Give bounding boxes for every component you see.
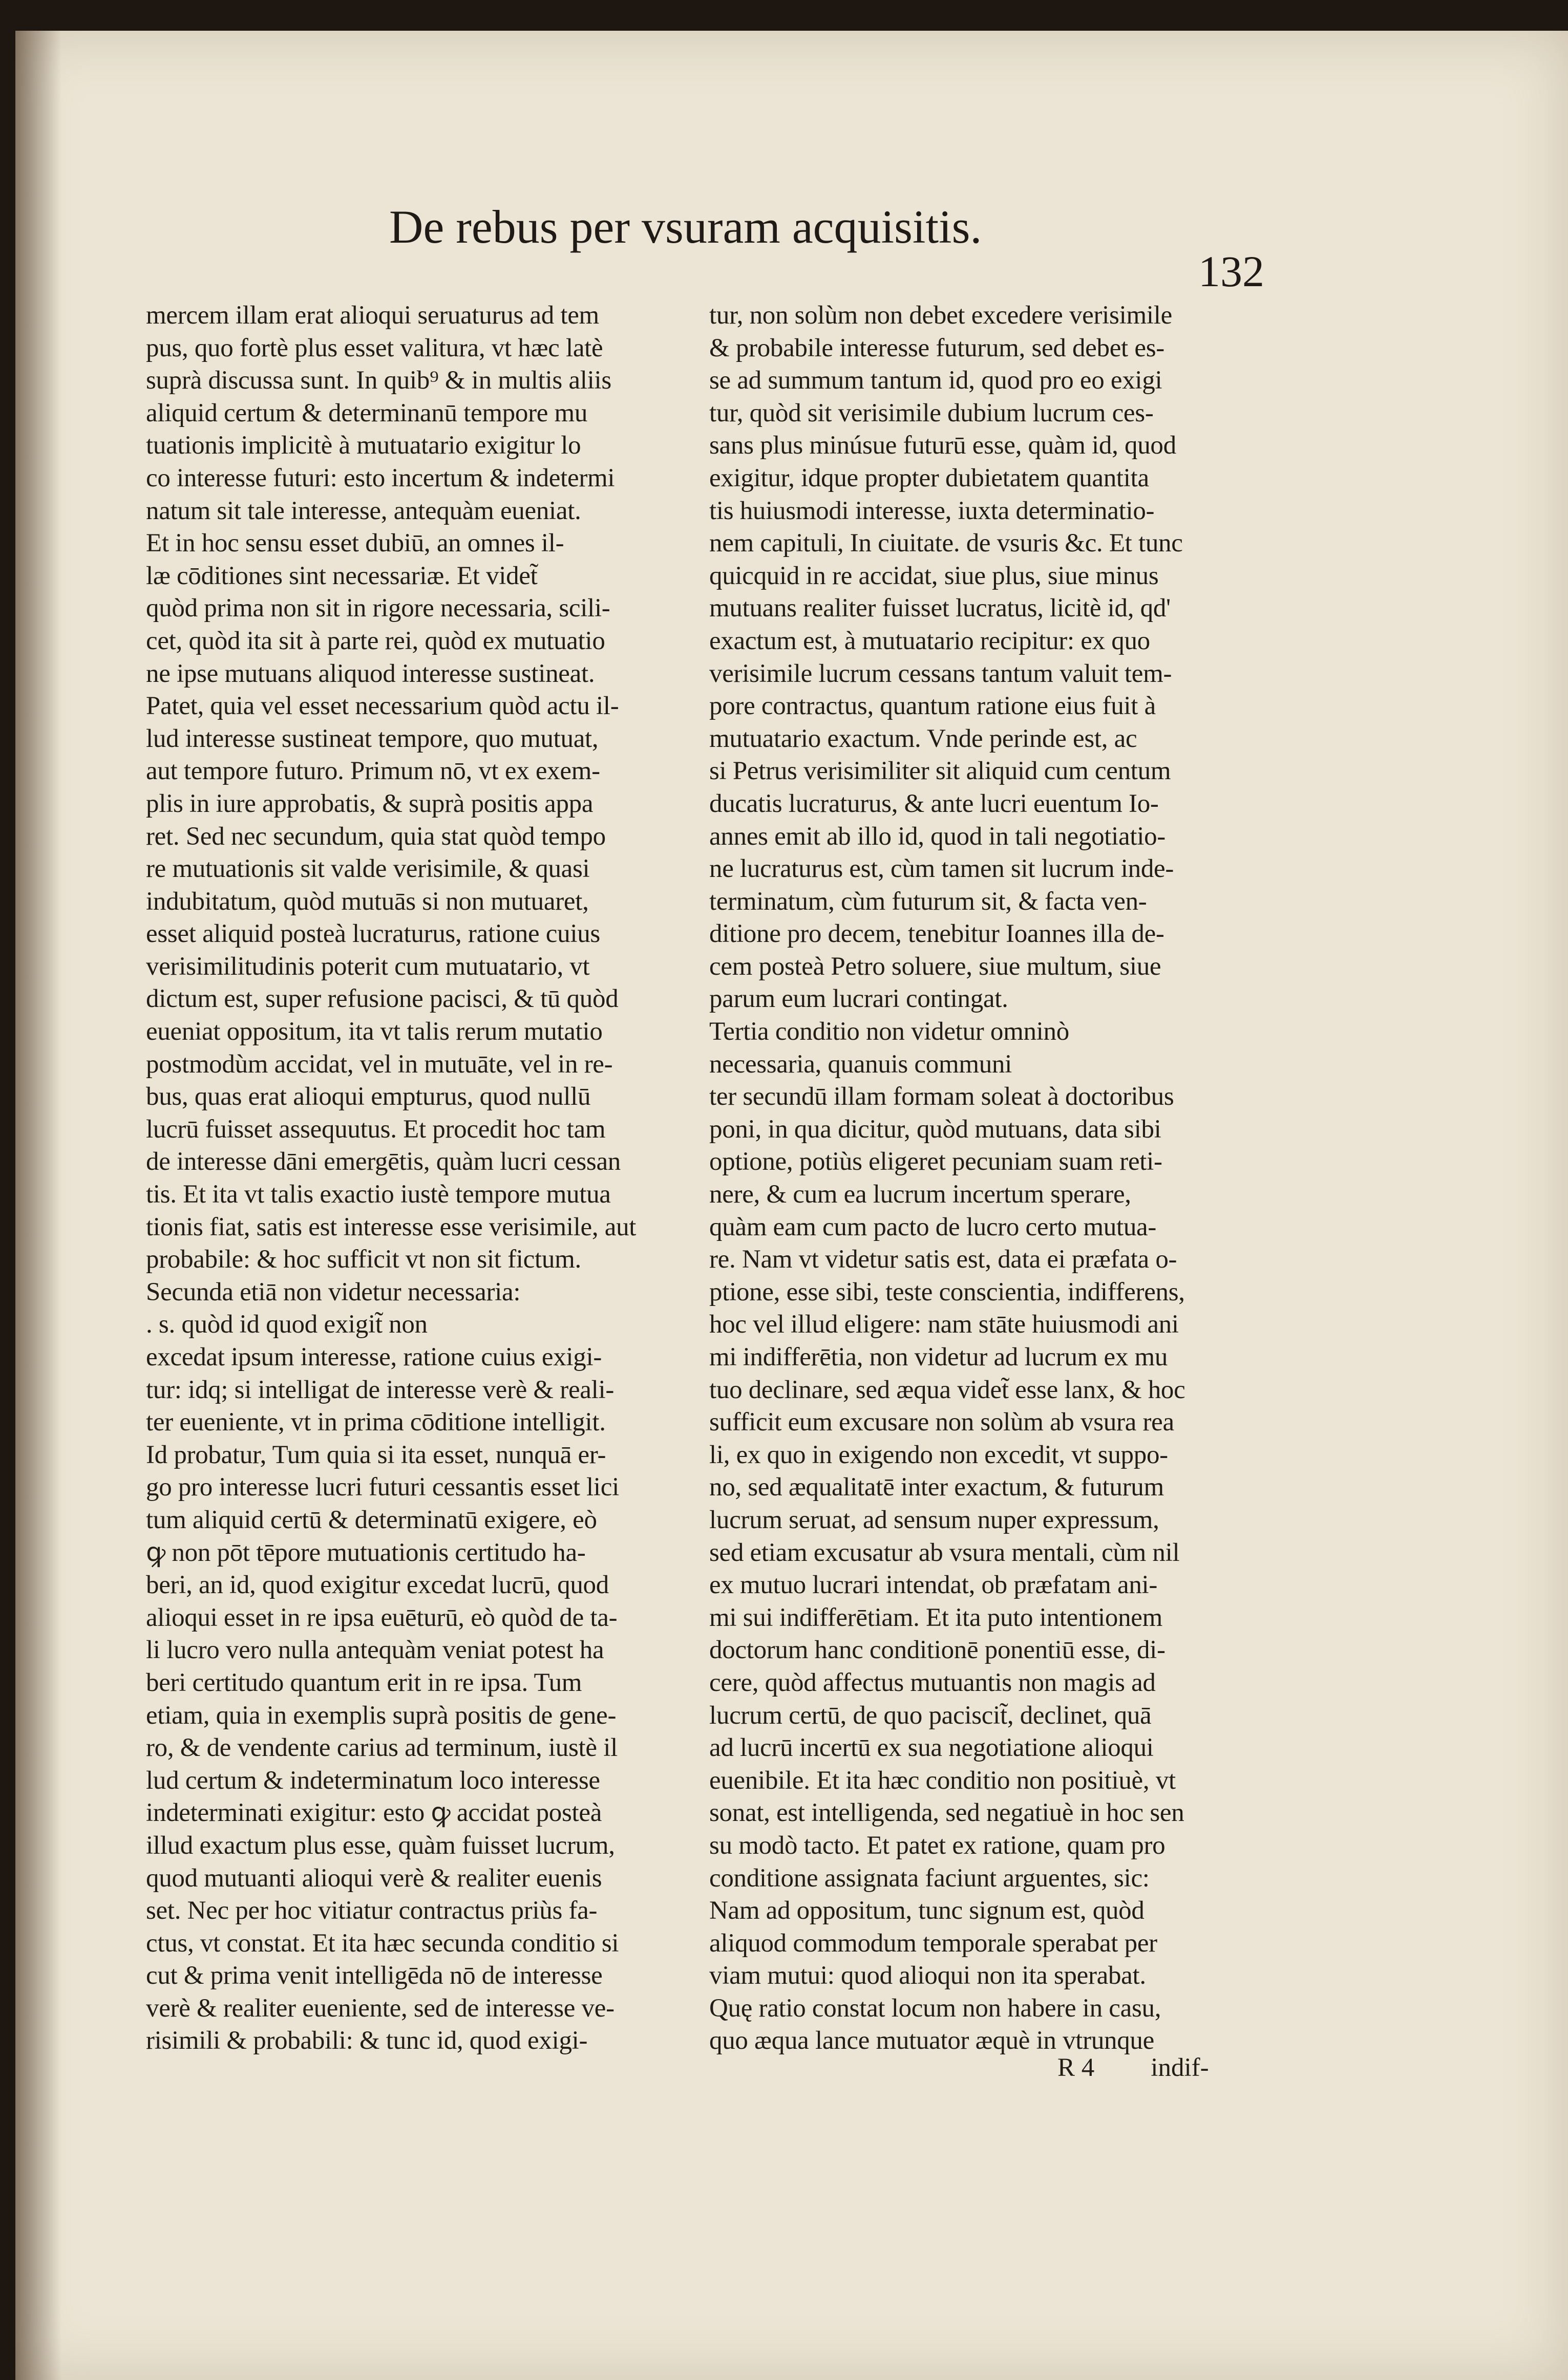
signature-mark: R 4 xyxy=(1057,2053,1095,2082)
text-line: annes emit ab illo id, quod in tali negotiatio- xyxy=(709,822,1166,851)
text-line: quàm eam cum pacto de lucro certo mutua- xyxy=(709,1212,1157,1241)
text-line: exactum est, à mutuatario recipitur: ex quo xyxy=(709,626,1150,655)
text-line: mi indifferētia, non videtur ad lucrum ex mu xyxy=(709,1343,1168,1371)
text-line: hoc vel illud eligere: nam stāte huiusmodi ani xyxy=(709,1310,1179,1339)
binding-shadow xyxy=(15,31,61,2380)
text-line: pore contractus, quantum ratione eius fuit à xyxy=(709,692,1156,721)
text-line: sufficit eum excusare non solùm ab vsura rea xyxy=(709,1408,1174,1437)
text-line: indeterminati exigitur: esto ꝙ accidat posteà xyxy=(146,1798,602,1828)
text-line: & probabile interesse futurum, sed debet es- xyxy=(709,333,1164,362)
text-line: aliquod commodum temporale sperabat per xyxy=(709,1928,1157,1958)
text-line: aliquid certum & determinanū tempore mu xyxy=(146,398,588,427)
text-line: ter eueniente, vt in prima cōditione intelligit. xyxy=(146,1408,606,1437)
text-line: ro, & de vendente carius ad terminum, iustè il xyxy=(146,1733,618,1763)
text-line: quod mutuanti alioqui verè & realiter euenis xyxy=(146,1863,602,1893)
text-line: doctorum hanc conditionē ponentiū esse, di- xyxy=(709,1636,1166,1665)
text-line: necessaria, quanuis communi xyxy=(709,1049,1012,1079)
text-line: Et in hoc sensu esset dubiū, an omnes il- xyxy=(146,529,564,558)
text-line: cem posteà Petro soluere, siue multum, siue xyxy=(709,952,1161,981)
text-line: plis in iure approbatis, & suprà positis appa xyxy=(146,789,594,818)
text-line: læ cōditiones sint necessariæ. Et videt̃ xyxy=(146,561,538,590)
text-line: ne lucraturus est, cùm tamen sit lucrum inde- xyxy=(709,854,1174,884)
text-line: mutuatario exactum. Vnde perinde est, ac xyxy=(709,724,1137,753)
text-line: tuationis implicitè à mutuatario exigitur lo xyxy=(146,431,581,460)
text-line: ad lucrū incertū ex sua negotiatione alioqui xyxy=(709,1733,1154,1763)
text-line: verè & realiter eueniente, sed de interesse ve- xyxy=(146,1993,615,2023)
text-line: no, sed æqualitatē inter exactum, & futurum xyxy=(709,1473,1164,1502)
text-line: viam mutui: quod alioqui non ita sperabat. xyxy=(709,1961,1146,1990)
text-line: indubitatum, quòd mutuās si non mutuaret, xyxy=(146,887,589,916)
text-line: postmodùm accidat, vel in mutuāte, vel in re- xyxy=(146,1049,613,1079)
text-line: ne ipse mutuans aliquod interesse sustineat. xyxy=(146,659,595,688)
text-line: exigitur, idque propter dubietatem quantita xyxy=(709,463,1149,492)
text-line: ex mutuo lucrari intendat, ob præfatam ani- xyxy=(709,1571,1158,1600)
text-line: ditione pro decem, tenebitur Ioannes illa de- xyxy=(709,919,1164,949)
text-line: cet, quòd ita sit à parte rei, quòd ex mutuatio xyxy=(146,626,605,655)
text-line: mutuans realiter fuisset lucratus, licitè id, qd' xyxy=(709,594,1171,623)
text-line: risimili & probabili: & tunc id, quod exigi- xyxy=(146,2026,588,2055)
text-line: se ad summum tantum id, quod pro eo exigi xyxy=(709,366,1162,395)
text-line: lucrum seruat, ad sensum nuper expressum, xyxy=(709,1505,1159,1534)
text-line: Tertia conditio non videtur omninò xyxy=(709,1017,1069,1046)
text-line: mercem illam erat alioqui seruaturus ad tem xyxy=(146,301,599,330)
text-line: aut tempore futuro. Primum nō, vt ex exem- xyxy=(146,757,600,786)
text-line: tuo declinare, sed æqua videt̃ esse lanx, & hoc xyxy=(709,1375,1185,1404)
text-line: sed etiam excusatur ab vsura mentali, cùm nil xyxy=(709,1538,1180,1567)
text-line: bus, quas erat alioqui empturus, quod nullū xyxy=(146,1082,591,1111)
text-line: alioqui esset in re ipsa euēturū, eò quòd de ta- xyxy=(146,1603,618,1632)
text-line: sonat, est intelligenda, sed negatiuè in hoc sen xyxy=(709,1798,1184,1828)
text-line: natum sit tale interesse, antequàm eueniat. xyxy=(146,496,581,525)
text-line: ꝙ non pōt tēpore mutuationis certitudo ha- xyxy=(146,1538,586,1567)
text-line: beri certitudo quantum erit in re ipsa. Tum xyxy=(146,1668,582,1697)
text-line: quòd prima non sit in rigore necessaria, scili- xyxy=(146,594,610,623)
text-line: co interesse futuri: esto incertum & indetermi xyxy=(146,463,615,492)
text-line: esset aliquid posteà lucraturus, ratione cuius xyxy=(146,919,600,949)
text-line: li lucro vero nulla antequàm veniat potest ha xyxy=(146,1636,604,1665)
text-line: tur, non solùm non debet excedere verisimile xyxy=(709,301,1172,330)
paper-leaf xyxy=(15,31,1568,2380)
text-line: de interesse dāni emergētis, quàm lucri cessan xyxy=(146,1147,621,1176)
text-line: verisimilitudinis poterit cum mutuatario, vt xyxy=(146,952,590,981)
text-line: nere, & cum ea lucrum incertum sperare, xyxy=(709,1180,1131,1209)
text-line: terminatum, cùm futurum sit, & facta ven- xyxy=(709,887,1147,916)
text-line: poni, in qua dicitur, quòd mutuans, data sibi xyxy=(709,1114,1161,1144)
text-line: suprà discussa sunt. In quib⁹ & in multis aliis xyxy=(146,366,611,395)
text-line: mi sui indifferētiam. Et ita puto intentionem xyxy=(709,1603,1162,1632)
text-line: eueniat oppositum, ita vt talis rerum mutatio xyxy=(146,1017,603,1046)
catchword: indif- xyxy=(1151,2053,1209,2082)
text-line: Patet, quia vel esset necessarium quòd actu il- xyxy=(146,692,619,721)
running-head: De rebus per vsuram acquisitis. xyxy=(389,201,982,253)
text-line: tur, quòd sit verisimile dubium lucrum ces- xyxy=(709,398,1154,427)
text-line: tis huiusmodi interesse, iuxta determinatio- xyxy=(709,496,1155,525)
text-line: re mutuationis sit valde verisimile, & quasi xyxy=(146,854,590,884)
text-line: illud exactum plus esse, quàm fuisset lucrum, xyxy=(146,1831,615,1860)
text-line: Quę ratio constat locum non habere in casu, xyxy=(709,1993,1161,2023)
text-line: lud certum & indeterminatum loco interesse xyxy=(146,1766,600,1795)
text-line: cut & prima venit intelligēda nō de interesse xyxy=(146,1961,603,1990)
text-line: Nam ad oppositum, tunc signum est, quòd xyxy=(709,1896,1145,1925)
right-column xyxy=(709,299,1232,2057)
text-line: etiam, quia in exemplis suprà positis de gene- xyxy=(146,1701,617,1730)
text-line: Id probatur, Tum quia si ita esset, nunquā er- xyxy=(146,1440,606,1469)
text-line: ducatis lucraturus, & ante lucri euentum Io- xyxy=(709,789,1159,818)
text-line: tionis fiat, satis est interesse esse verisimile, aut xyxy=(146,1212,637,1241)
text-line: ter secundū illam formam soleat à doctoribus xyxy=(709,1082,1174,1111)
text-line: tur: idq; si intelligat de interesse verè & reali- xyxy=(146,1375,615,1404)
text-line: ctus, vt constat. Et ita hæc secunda conditio si xyxy=(146,1928,619,1958)
text-line: tis. Et ita vt talis exactio iustè tempore mutua xyxy=(146,1180,611,1209)
text-line: beri, an id, quod exigitur excedat lucrū, quod xyxy=(146,1571,609,1600)
text-line: tum aliquid certū & determinatū exigere, eò xyxy=(146,1505,597,1534)
text-line: nem capituli, In ciuitate. de vsuris &c. Et tunc xyxy=(709,529,1183,558)
text-line: li, ex quo in exigendo non excedit, vt suppo- xyxy=(709,1440,1168,1469)
text-line: . s. quòd id quod exigit̃ non xyxy=(146,1310,428,1339)
text-line: re. Nam vt videtur satis est, data ei præfata o- xyxy=(709,1245,1177,1274)
text-line: quicquid in re accidat, siue plus, siue minus xyxy=(709,561,1159,590)
left-column xyxy=(146,299,668,2057)
text-line: lucrū fuisset assequutus. Et procedit hoc tam xyxy=(146,1114,606,1144)
text-line: ret. Sed nec secundum, quia stat quòd tempo xyxy=(146,822,606,851)
text-line: quo æqua lance mutuator æquè in vtrunque xyxy=(709,2026,1154,2055)
text-line: conditione assignata faciunt arguentes, sic: xyxy=(709,1863,1150,1893)
text-line: euenibile. Et ita hæc conditio non positiuè, vt xyxy=(709,1766,1176,1795)
page-footer xyxy=(1057,2053,1273,2089)
text-line: lud interesse sustineat tempore, quo mutuat, xyxy=(146,724,599,753)
text-line: parum eum lucrari contingat. xyxy=(709,984,1008,1014)
text-line: optione, potiùs eligeret pecuniam suam reti- xyxy=(709,1147,1162,1176)
text-line: excedat ipsum interesse, ratione cuius exigi- xyxy=(146,1343,602,1371)
text-line: si Petrus verisimiliter sit aliquid cum centum xyxy=(709,757,1171,786)
text-line: ptione, esse sibi, teste conscientia, indifferens, xyxy=(709,1277,1185,1306)
text-line: dictum est, super refusione pacisci, & tū quòd xyxy=(146,984,619,1014)
text-line: sans plus minúsue futurū esse, quàm id, quod xyxy=(709,431,1176,460)
text-line: verisimile lucrum cessans tantum valuit tem- xyxy=(709,659,1172,688)
text-line: su modò tacto. Et patet ex ratione, quam pro xyxy=(709,1831,1166,1860)
text-line: probabile: & hoc sufficit vt non sit fictum. xyxy=(146,1245,581,1274)
text-line: pus, quo fortè plus esset valitura, vt hæc latè xyxy=(146,333,603,362)
text-line: go pro interesse lucri futuri cessantis esset lici xyxy=(146,1473,619,1502)
text-line: set. Nec per hoc vitiatur contractus priùs fa- xyxy=(146,1896,598,1925)
text-line: Secunda etiā non videtur necessaria: xyxy=(146,1277,521,1306)
text-line: cere, quòd affectus mutuantis non magis ad xyxy=(709,1668,1156,1697)
text-line: lucrum certū, de quo paciscit̃, declinet, quā xyxy=(709,1701,1152,1730)
page-number: 132 xyxy=(1198,247,1264,296)
